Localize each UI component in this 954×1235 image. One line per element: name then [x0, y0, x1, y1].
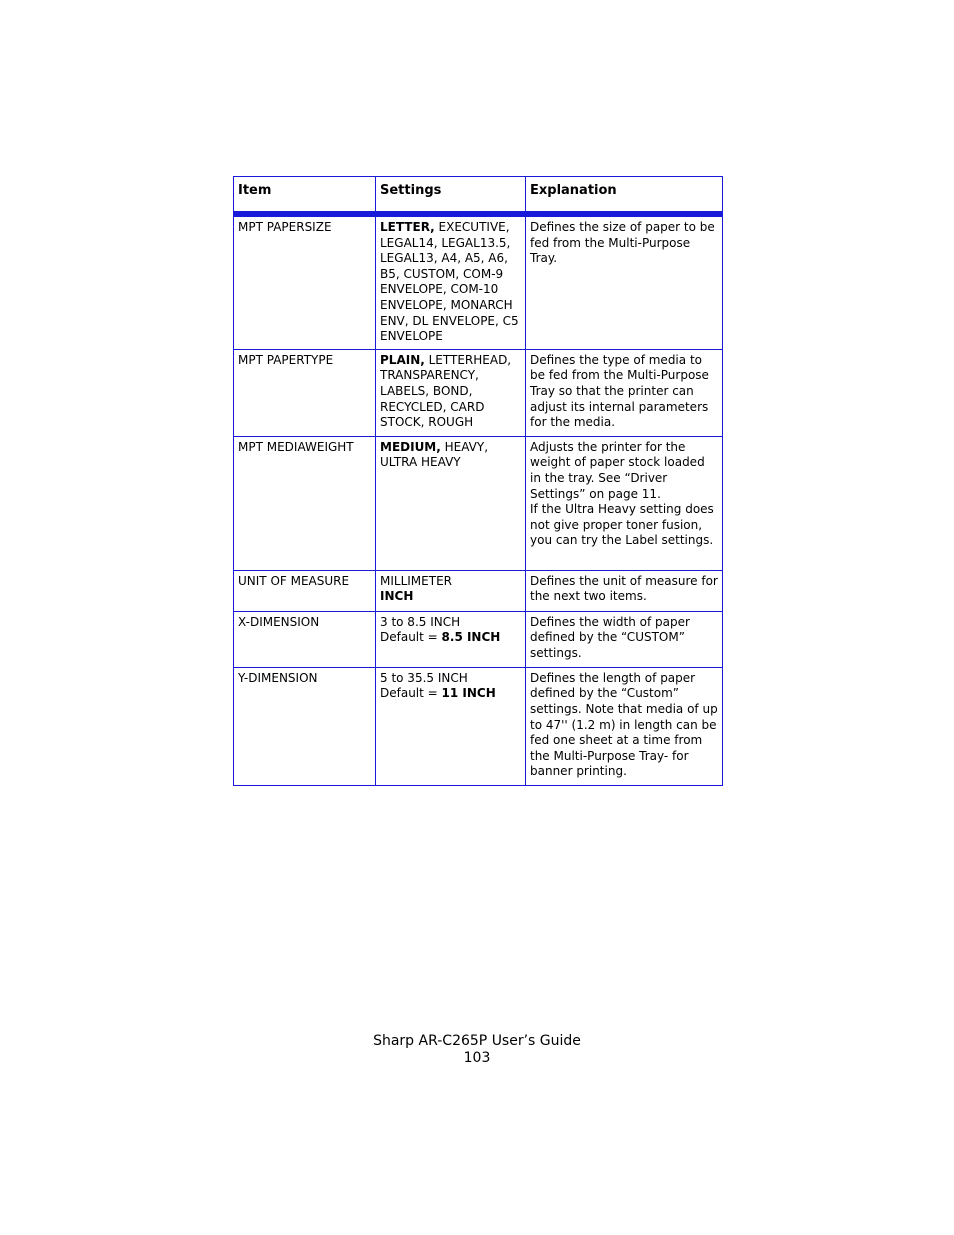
settings-cell — [376, 570, 526, 611]
item-cell: UNIT OF MEASURE — [234, 570, 376, 611]
explanation-cell: Defines the type of media to be fed from the Multi-Purpose Tray so that the printer can adjust its internal parameters for the media. — [526, 349, 723, 436]
table-row — [234, 611, 723, 667]
table-row — [234, 436, 723, 570]
default-label: Default = — [380, 686, 442, 701]
explanation-cell: Adjusts the printer for the weight of paper stock loaded in the tray. See “Driver Settings” on page 11. If the Ultra Heavy setting does not give proper toner fusion, you can try the Label settings. — [526, 436, 723, 570]
setting-range: 5 to 35.5 INCH — [380, 670, 468, 685]
setting-range: 3 to 8.5 INCH — [380, 614, 461, 629]
table-body — [234, 214, 723, 785]
setting-options: HEAVY, ULTRA HEAVY — [380, 439, 489, 470]
item-cell: X-DIMENSION — [234, 611, 376, 667]
setting-options: EXECUTIVE, LEGAL14, LEGAL13.5, LEGAL13, A4, A5, A6, B5, CUSTOM, COM-9 ENVELOPE, COM-10 ENVELOPE, MONARCH ENV, DL ENVELOPE, C5 ENVELOPE — [380, 220, 519, 344]
item-cell: MPT PAPERSIZE — [234, 214, 376, 349]
table-header — [234, 177, 723, 215]
setting-options: MILLIMETER — [380, 573, 452, 588]
item-cell: Y-DIMENSION — [234, 667, 376, 785]
default-setting: 11 INCH — [441, 686, 496, 701]
settings-table — [233, 176, 723, 786]
page-footer — [0, 1033, 954, 1067]
settings-cell — [376, 436, 526, 570]
explanation-cell: Defines the unit of measure for the next two items. — [526, 570, 723, 611]
table-row — [234, 214, 723, 349]
default-setting: 8.5 INCH — [441, 630, 501, 645]
default-setting: PLAIN, — [380, 352, 425, 367]
item-cell: MPT PAPERTYPE — [234, 349, 376, 436]
column-header-explanation: Explanation — [526, 177, 723, 215]
explanation-cell: Defines the size of paper to be fed from the Multi-Purpose Tray. — [526, 214, 723, 349]
default-setting: LETTER, — [380, 220, 435, 234]
explanation-cell: Defines the length of paper defined by the “Custom” settings. Note that media of up to 47'' (1.2 m) in length can be fed one sheet at a time from the Multi-Purpose Tray- for banner printing. — [526, 667, 723, 785]
column-header-item: Item — [234, 177, 376, 215]
default-setting: MEDIUM, — [380, 439, 441, 454]
settings-cell — [376, 667, 526, 785]
settings-cell — [376, 611, 526, 667]
guide-title: Sharp AR-C265P User’s Guide — [373, 1033, 581, 1049]
item-cell: MPT MEDIAWEIGHT — [234, 436, 376, 570]
default-setting: INCH — [380, 589, 414, 604]
settings-cell — [376, 349, 526, 436]
page-number: 103 — [463, 1050, 491, 1066]
settings-cell — [376, 214, 526, 349]
column-header-settings: Settings — [376, 177, 526, 215]
table-row — [234, 570, 723, 611]
explanation-cell: Defines the width of paper defined by the “CUSTOM” settings. — [526, 611, 723, 667]
setting-options: LETTERHEAD, TRANSPARENCY, LABELS, BOND, RECYCLED, CARD STOCK, ROUGH — [380, 352, 512, 430]
table-row — [234, 349, 723, 436]
header-row — [234, 177, 723, 215]
table-row — [234, 667, 723, 785]
default-label: Default = — [380, 630, 442, 645]
